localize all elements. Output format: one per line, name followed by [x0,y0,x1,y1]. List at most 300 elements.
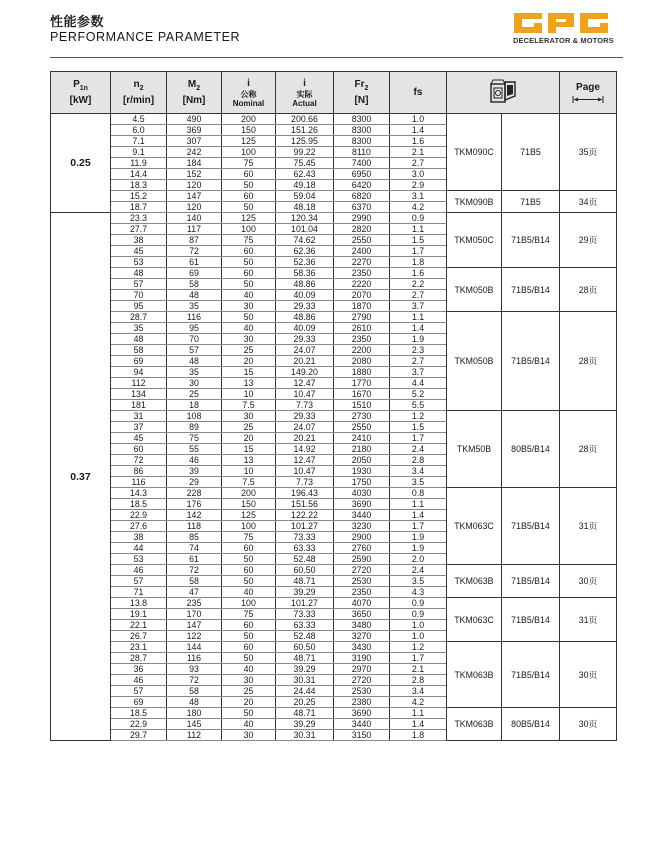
i-actual-cell: 62.36 [276,246,334,257]
performance-table [50,71,617,741]
fr2-cell: 2410 [334,433,390,444]
m2-cell: 228 [167,488,222,499]
table-row [51,598,617,609]
fr2-cell: 3430 [334,642,390,653]
m2-cell: 112 [167,730,222,741]
fr2-cell: 6370 [334,202,390,213]
i-nominal-cell: 150 [222,125,276,136]
m2-cell: 170 [167,609,222,620]
header-divider [50,57,623,58]
fs-cell: 1.5 [390,235,447,246]
m2-cell: 95 [167,323,222,334]
col-fr2-label: $Fr_2$ [354,78,369,92]
fs-cell: 1.7 [390,433,447,444]
fs-cell: 1.5 [390,422,447,433]
fr2-cell: 3480 [334,620,390,631]
i-actual-cell: 59.04 [276,191,334,202]
i-actual-cell: 10.47 [276,389,334,400]
motor-cell: 71B5/B14 [502,598,560,642]
fr2-cell: 1750 [334,477,390,488]
page-cell: 28页 [560,312,617,411]
n2-cell: 19.1 [111,609,167,620]
col-i-nominal-en: Nominal [232,98,265,108]
fs-cell: 1.0 [390,114,447,125]
fr2-cell: 2050 [334,455,390,466]
n2-cell: 86 [111,466,167,477]
fs-cell: 0.9 [390,598,447,609]
m2-cell: 89 [167,422,222,433]
fr2-cell: 6820 [334,191,390,202]
model-cell: TKM063B [447,708,502,741]
m2-cell: 147 [167,620,222,631]
fs-cell: 2.7 [390,158,447,169]
fs-cell: 3.7 [390,301,447,312]
fs-cell: 2.1 [390,664,447,675]
i-nominal-cell: 20 [222,697,276,708]
model-cell: TKM063B [447,565,502,598]
i-nominal-cell: 150 [222,499,276,510]
page-cell: 30页 [560,708,617,741]
m2-cell: 145 [167,719,222,730]
fs-cell: 1.8 [390,257,447,268]
m2-cell: 144 [167,642,222,653]
fs-cell: 4.4 [390,378,447,389]
m2-cell: 72 [167,675,222,686]
i-nominal-cell: 20 [222,433,276,444]
n2-cell: 57 [111,576,167,587]
fs-cell: 4.2 [390,202,447,213]
m2-cell: 35 [167,367,222,378]
m2-cell: 35 [167,301,222,312]
model-cell: TKM090C [447,114,502,191]
i-nominal-cell: 75 [222,235,276,246]
fr2-cell: 2730 [334,411,390,422]
m2-cell: 18 [167,400,222,411]
col-fs-label: fs [413,86,423,98]
n2-cell: 13.8 [111,598,167,609]
col-i-actual-en: Actual [292,98,317,108]
fs-cell: 1.4 [390,719,447,730]
n2-cell: 70 [111,290,167,301]
i-nominal-cell: 60 [222,169,276,180]
n2-cell: 48 [111,334,167,345]
i-actual-cell: 20.21 [276,433,334,444]
fs-cell: 2.4 [390,565,447,576]
fs-cell: 4.2 [390,697,447,708]
page-cell: 28页 [560,411,617,488]
n2-cell: 57 [111,279,167,290]
i-nominal-cell: 60 [222,191,276,202]
n2-cell: 22.9 [111,510,167,521]
fr2-cell: 2180 [334,444,390,455]
m2-cell: 30 [167,378,222,389]
fr2-cell: 6950 [334,169,390,180]
fr2-cell: 1870 [334,301,390,312]
i-nominal-cell: 50 [222,202,276,213]
n2-cell: 38 [111,532,167,543]
i-actual-cell: 52.36 [276,257,334,268]
i-nominal-cell: 200 [222,114,276,125]
m2-cell: 116 [167,653,222,664]
i-nominal-cell: 100 [222,521,276,532]
fs-cell: 2.7 [390,290,447,301]
fs-cell: 0.8 [390,488,447,499]
i-nominal-cell: 20 [222,356,276,367]
motor-cell: 71B5/B14 [502,488,560,565]
n2-cell: 15.2 [111,191,167,202]
fs-cell: 1.0 [390,620,447,631]
i-nominal-cell: 30 [222,334,276,345]
n2-cell: 45 [111,433,167,444]
m2-cell: 140 [167,213,222,224]
n2-cell: 53 [111,257,167,268]
i-actual-cell: 122.22 [276,510,334,521]
fr2-cell: 2380 [334,697,390,708]
fs-cell: 4.3 [390,587,447,598]
i-actual-cell: 74.62 [276,235,334,246]
i-nominal-cell: 60 [222,543,276,554]
m2-cell: 57 [167,345,222,356]
col-i-nominal-cn: 公称 [240,89,257,99]
fr2-cell: 2820 [334,224,390,235]
motor-cell: 71B5/B14 [502,312,560,411]
m2-cell: 307 [167,136,222,147]
i-nominal-cell: 125 [222,136,276,147]
col-i-actual [276,72,334,114]
fs-cell: 1.7 [390,246,447,257]
fs-cell: 3.5 [390,477,447,488]
fr2-cell: 1880 [334,367,390,378]
i-nominal-cell: 50 [222,180,276,191]
fr2-cell: 3190 [334,653,390,664]
i-actual-cell: 52.48 [276,631,334,642]
table-row [51,565,617,576]
fr2-cell: 1510 [334,400,390,411]
m2-cell: 120 [167,202,222,213]
i-actual-cell: 99.22 [276,147,334,158]
model-cell: TKM050B [447,312,502,411]
i-nominal-cell: 75 [222,532,276,543]
i-actual-cell: 101.27 [276,521,334,532]
n2-cell: 14.3 [111,488,167,499]
i-nominal-cell: 75 [222,609,276,620]
logo-subtitle: DECELERATOR & MOTORS [513,36,614,45]
i-nominal-cell: 50 [222,312,276,323]
i-actual-cell: 52.48 [276,554,334,565]
i-actual-cell: 63.33 [276,620,334,631]
i-nominal-cell: 60 [222,268,276,279]
n2-cell: 58 [111,345,167,356]
fr2-cell: 3230 [334,521,390,532]
i-actual-cell: 48.86 [276,279,334,290]
n2-cell: 28.7 [111,312,167,323]
fs-cell: 1.4 [390,510,447,521]
m2-cell: 116 [167,312,222,323]
n2-cell: 37 [111,422,167,433]
fr2-cell: 2790 [334,312,390,323]
i-actual-cell: 73.33 [276,532,334,543]
fs-cell: 1.1 [390,312,447,323]
col-i-actual-symbol: i [303,77,306,89]
n2-cell: 44 [111,543,167,554]
i-actual-cell: 30.31 [276,730,334,741]
m2-cell: 235 [167,598,222,609]
page-cell: 29页 [560,213,617,268]
fr2-cell: 3440 [334,719,390,730]
i-actual-cell: 7.73 [276,477,334,488]
fr2-cell: 2530 [334,576,390,587]
table-row [51,268,617,279]
fr2-cell: 2200 [334,345,390,356]
m2-cell: 108 [167,411,222,422]
i-nominal-cell: 60 [222,246,276,257]
i-actual-cell: 101.27 [276,598,334,609]
model-cell: TKM050C [447,213,502,268]
i-actual-cell: 48.71 [276,653,334,664]
fr2-cell: 2970 [334,664,390,675]
i-actual-cell: 48.86 [276,312,334,323]
n2-cell: 36 [111,664,167,675]
n2-cell: 27.7 [111,224,167,235]
i-nominal-cell: 25 [222,422,276,433]
model-cell: TKM063C [447,598,502,642]
n2-cell: 69 [111,356,167,367]
fs-cell: 2.4 [390,444,447,455]
m2-cell: 118 [167,521,222,532]
i-actual-cell: 40.09 [276,290,334,301]
i-nominal-cell: 60 [222,620,276,631]
m2-cell: 142 [167,510,222,521]
i-nominal-cell: 50 [222,279,276,290]
col-m2-label: $M_2$ [187,78,201,92]
m2-cell: 58 [167,686,222,697]
i-nominal-cell: 50 [222,708,276,719]
i-nominal-cell: 50 [222,631,276,642]
i-nominal-cell: 30 [222,411,276,422]
page-cell: 35页 [560,114,617,191]
fr2-cell: 4070 [334,598,390,609]
i-actual-cell: 48.18 [276,202,334,213]
col-i-nominal-symbol: i [247,77,250,89]
col-m2 [167,72,222,114]
i-actual-cell: 29.33 [276,411,334,422]
title-chinese: 性能参数 [50,15,105,30]
i-nominal-cell: 40 [222,664,276,675]
fs-cell: 2.7 [390,356,447,367]
col-fs [390,72,447,114]
m2-cell: 48 [167,697,222,708]
n2-cell: 27.6 [111,521,167,532]
table-body [51,114,617,741]
m2-cell: 180 [167,708,222,719]
motor-cell: 71B5/B14 [502,565,560,598]
page-cell: 31页 [560,598,617,642]
m2-cell: 93 [167,664,222,675]
i-actual-cell: 20.25 [276,697,334,708]
fr2-cell: 2350 [334,587,390,598]
m2-cell: 58 [167,279,222,290]
m2-cell: 47 [167,587,222,598]
col-page-label: Page [576,82,600,93]
i-actual-cell: 24.07 [276,345,334,356]
model-cell: TKM050B [447,268,502,312]
n2-cell: 18.7 [111,202,167,213]
fs-cell: 1.2 [390,642,447,653]
col-i-nominal [222,72,276,114]
n2-cell: 69 [111,697,167,708]
i-actual-cell: 24.44 [276,686,334,697]
model-cell: TKM090B [447,191,502,213]
n2-cell: 45 [111,246,167,257]
page-cell: 31页 [560,488,617,565]
i-actual-cell: 73.33 [276,609,334,620]
i-actual-cell: 62.43 [276,169,334,180]
col-n2 [111,72,167,114]
i-actual-cell: 29.33 [276,334,334,345]
fs-cell: 1.0 [390,631,447,642]
n2-cell: 18.3 [111,180,167,191]
n2-cell: 11.9 [111,158,167,169]
i-actual-cell: 24.07 [276,422,334,433]
i-nominal-cell: 125 [222,510,276,521]
i-actual-cell: 101.04 [276,224,334,235]
fr2-cell: 1670 [334,389,390,400]
fr2-cell: 2070 [334,290,390,301]
power-cell: 0.25 [51,114,111,213]
fr2-cell: 2080 [334,356,390,367]
n2-cell: 134 [111,389,167,400]
fs-cell: 3.1 [390,191,447,202]
col-fr2-unit: [N] [354,94,369,106]
m2-cell: 75 [167,433,222,444]
model-cell: TKM063C [447,488,502,565]
n2-cell: 28.7 [111,653,167,664]
i-actual-cell: 48.71 [276,708,334,719]
i-nominal-cell: 100 [222,224,276,235]
model-cell: TKM50B [447,411,502,488]
i-nominal-cell: 30 [222,301,276,312]
double-arrow-icon [572,96,604,103]
n2-cell: 29.7 [111,730,167,741]
fr2-cell: 2400 [334,246,390,257]
i-actual-cell: 40.09 [276,323,334,334]
fr2-cell: 2350 [334,334,390,345]
table-row [51,708,617,719]
fs-cell: 1.7 [390,653,447,664]
i-actual-cell: 12.47 [276,455,334,466]
fr2-cell: 8300 [334,125,390,136]
i-nominal-cell: 40 [222,587,276,598]
i-actual-cell: 29.33 [276,301,334,312]
fs-cell: 2.8 [390,455,447,466]
m2-cell: 117 [167,224,222,235]
table-row [51,213,617,224]
i-actual-cell: 63.33 [276,543,334,554]
fr2-cell: 2760 [334,543,390,554]
i-actual-cell: 39.29 [276,664,334,675]
n2-cell: 6.0 [111,125,167,136]
fs-cell: 2.2 [390,279,447,290]
motor-cell: 80B5/B14 [502,411,560,488]
i-nominal-cell: 7.5 [222,400,276,411]
i-nominal-cell: 7.5 [222,477,276,488]
motor-cell: 71B5 [502,191,560,213]
m2-cell: 55 [167,444,222,455]
fr2-cell: 8110 [334,147,390,158]
i-nominal-cell: 100 [222,598,276,609]
fs-cell: 1.9 [390,543,447,554]
n2-cell: 181 [111,400,167,411]
table-row [51,488,617,499]
i-actual-cell: 125.95 [276,136,334,147]
col-n2-unit: [r/min] [122,94,155,106]
m2-cell: 39 [167,466,222,477]
i-actual-cell: 149.20 [276,367,334,378]
i-actual-cell: 151.56 [276,499,334,510]
col-fr2 [334,72,390,114]
n2-cell: 46 [111,675,167,686]
i-nominal-cell: 75 [222,158,276,169]
i-actual-cell: 39.29 [276,719,334,730]
m2-cell: 70 [167,334,222,345]
i-actual-cell: 20.21 [276,356,334,367]
m2-cell: 69 [167,268,222,279]
motor-cell: 71B5/B14 [502,268,560,312]
n2-cell: 4.5 [111,114,167,125]
n2-cell: 60 [111,444,167,455]
col-page [560,72,617,114]
m2-cell: 152 [167,169,222,180]
table-row [51,411,617,422]
fs-cell: 1.9 [390,532,447,543]
i-actual-cell: 200.66 [276,114,334,125]
m2-cell: 87 [167,235,222,246]
m2-cell: 48 [167,290,222,301]
m2-cell: 120 [167,180,222,191]
n2-cell: 31 [111,411,167,422]
n2-cell: 23.1 [111,642,167,653]
fs-cell: 1.1 [390,499,447,510]
table-row [51,191,617,202]
i-nominal-cell: 25 [222,345,276,356]
n2-cell: 22.1 [111,620,167,631]
i-nominal-cell: 10 [222,389,276,400]
fs-cell: 2.8 [390,675,447,686]
fr2-cell: 2990 [334,213,390,224]
fs-cell: 5.5 [390,400,447,411]
i-actual-cell: 30.31 [276,675,334,686]
n2-cell: 112 [111,378,167,389]
i-nominal-cell: 13 [222,455,276,466]
n2-cell: 57 [111,686,167,697]
fr2-cell: 3690 [334,708,390,719]
i-actual-cell: 10.47 [276,466,334,477]
i-nominal-cell: 50 [222,653,276,664]
motor-cell: 80B5/B14 [502,708,560,741]
i-nominal-cell: 50 [222,554,276,565]
n2-cell: 95 [111,301,167,312]
n2-cell: 38 [111,235,167,246]
m2-cell: 61 [167,257,222,268]
fs-cell: 5.2 [390,389,447,400]
m2-cell: 122 [167,631,222,642]
n2-cell: 7.1 [111,136,167,147]
fr2-cell: 2550 [334,422,390,433]
col-n2-label: $n_2$ [133,78,144,92]
fr2-cell: 2220 [334,279,390,290]
m2-cell: 61 [167,554,222,565]
i-actual-cell: 196.43 [276,488,334,499]
